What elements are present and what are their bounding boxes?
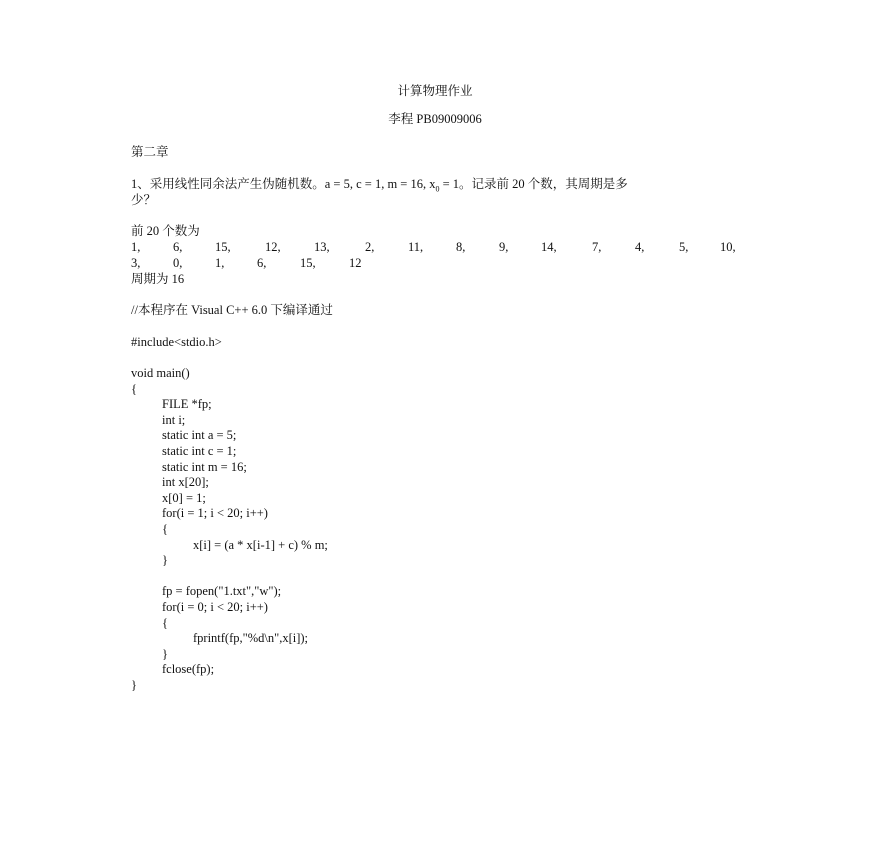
code-line: } [162, 553, 168, 567]
sequence-value: 15, [300, 256, 316, 270]
code-line: static int m = 16; [162, 460, 247, 474]
document-title: 计算物理作业 [397, 84, 473, 98]
sequence-value: 2, [365, 240, 375, 254]
sequence-value: 15, [215, 240, 231, 254]
code-line: } [162, 647, 168, 661]
code-comment: //本程序在 Visual C++ 6.0 下编译通过 [131, 303, 333, 317]
question-text-end: = 1。记录前 20 个数，其周期是多 [439, 177, 628, 191]
sequence-value: 8, [456, 240, 466, 254]
code-line: { [162, 522, 168, 536]
code-line: x[0] = 1; [162, 491, 206, 505]
sequence-value: 7, [592, 240, 602, 254]
sequence-row-1 [131, 240, 741, 255]
sequence-value: 5, [679, 240, 689, 254]
code-line: FILE *fp; [162, 397, 212, 411]
answer-intro: 前 20 个数为 [131, 224, 200, 238]
author-line: 李程 PB09009006 [388, 112, 482, 126]
sequence-value: 6, [257, 256, 267, 270]
question-line-1 [131, 177, 628, 197]
code-line: static int a = 5; [162, 428, 237, 442]
code-line: static int c = 1; [162, 444, 237, 458]
code-line: fclose(fp); [162, 662, 215, 676]
sequence-value: 4, [635, 240, 645, 254]
sequence-value: 0, [173, 256, 183, 270]
code-line: x[i] = (a * x[i-1] + c) % m; [193, 538, 328, 552]
sequence-value: 3, [131, 256, 141, 270]
chapter-heading: 第二章 [131, 145, 169, 159]
code-line-main: void main() [131, 366, 190, 380]
code-line-close-brace: } [131, 678, 137, 692]
code-line: { [162, 616, 168, 630]
code-line-open-brace: { [131, 382, 137, 396]
sequence-value: 11, [408, 240, 424, 254]
sequence-value: 1, [215, 256, 225, 270]
sequence-value: 1, [131, 240, 141, 254]
period-answer: 周期为 16 [131, 272, 185, 286]
sequence-value: 9, [499, 240, 509, 254]
sequence-value: 10, [720, 240, 736, 254]
code-line: fp = fopen("1.txt","w"); [162, 584, 282, 598]
sequence-value: 14, [541, 240, 557, 254]
sequence-value: 6, [173, 240, 183, 254]
code-line: fprintf(fp,"%d\n",x[i]); [193, 631, 309, 645]
question-text-start: 1、采用线性同余法产生伪随机数。a = 5, c = 1, m = 16, x [131, 177, 436, 191]
code-line: int i; [162, 413, 186, 427]
sequence-value: 13, [314, 240, 330, 254]
code-line: for(i = 1; i < 20; i++) [162, 506, 268, 520]
code-line: int x[20]; [162, 475, 209, 489]
code-line: for(i = 0; i < 20; i++) [162, 600, 268, 614]
code-line-include: #include<stdio.h> [131, 335, 222, 349]
sequence-value: 12, [265, 240, 281, 254]
sequence-value: 12 [349, 256, 362, 270]
question-subscript: 0 [435, 184, 440, 194]
question-line-2: 少？ [131, 193, 157, 207]
sequence-row-2 [131, 256, 391, 271]
